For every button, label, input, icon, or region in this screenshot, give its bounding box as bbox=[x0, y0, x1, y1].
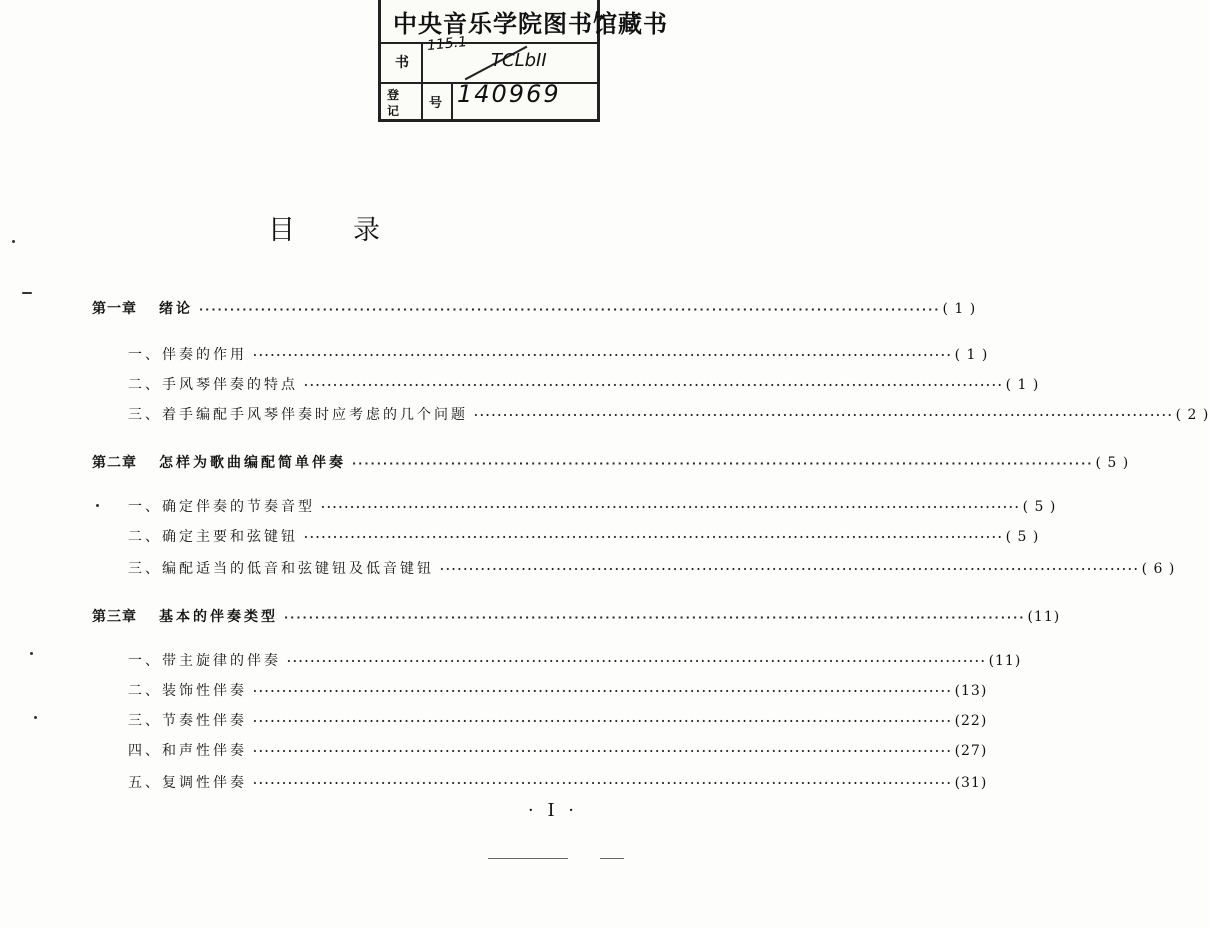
toc-leader-dots: ························································································································ bbox=[253, 745, 953, 758]
toc-entry-title: 手风琴伴奏的特点 bbox=[162, 377, 298, 393]
scan-speck bbox=[12, 240, 15, 243]
toc-leader-dots: ························································································································ bbox=[253, 685, 953, 698]
toc-entry-title: 节奏性伴奏 bbox=[162, 713, 247, 729]
toc-leader-dots: ························································································································ bbox=[253, 777, 953, 790]
toc-section-number: 三、 bbox=[128, 713, 162, 729]
stamp-label-register: 记 bbox=[387, 104, 400, 118]
toc-page-number: (27) bbox=[954, 743, 988, 759]
scan-line bbox=[488, 858, 568, 859]
toc-section-number: 二、 bbox=[128, 683, 162, 699]
toc-page-number: (11) bbox=[1027, 609, 1061, 625]
toc-page-number: (11) bbox=[988, 653, 1022, 669]
stamp-handwritten-code: TCLbII bbox=[491, 50, 547, 71]
toc-chapter-row bbox=[92, 606, 1061, 626]
toc-page-number: ( 1 ) bbox=[954, 347, 989, 363]
toc-section-row bbox=[128, 344, 989, 364]
toc-section-row bbox=[128, 740, 988, 760]
toc-page-number: (13) bbox=[954, 683, 988, 699]
toc-chapter-label: 第二章 bbox=[92, 455, 137, 471]
toc-page-number: ( 2 ) bbox=[1175, 407, 1209, 423]
toc-entry-title: 和声性伴奏 bbox=[162, 743, 247, 759]
toc-leader-dots: ························································································································ bbox=[199, 303, 941, 316]
toc-section-number: 三、 bbox=[128, 561, 162, 577]
toc-chapter-label: 第三章 bbox=[92, 609, 137, 625]
toc-leader-dots: ························································································································ bbox=[253, 715, 953, 728]
toc-section-row bbox=[128, 650, 1022, 670]
toc-section-row bbox=[128, 374, 1040, 394]
toc-section-number: 三、 bbox=[128, 407, 162, 423]
toc-section-number: 一、 bbox=[128, 347, 162, 363]
toc-entry-title: 确定伴奏的节奏音型 bbox=[162, 499, 315, 515]
stamp-handwritten-class: 115.1 bbox=[426, 33, 468, 55]
toc-leader-dots: ························································································································ bbox=[474, 409, 1174, 422]
stamp-divider bbox=[451, 82, 453, 120]
toc-section-row bbox=[128, 710, 988, 730]
toc-entry-title: 带主旋律的伴奏 bbox=[162, 653, 281, 669]
toc-section-row bbox=[128, 772, 988, 792]
toc-page-number: ( 1 ) bbox=[942, 301, 977, 317]
toc-entry-title: 确定主要和弦键钮 bbox=[162, 529, 298, 545]
stamp-divider bbox=[421, 42, 423, 120]
toc-entry-title: 装饰性伴奏 bbox=[162, 683, 247, 699]
toc-entry-title: 着手编配手风琴伴奏时应考虑的几个问题 bbox=[162, 407, 468, 423]
stamp-label-call-number: 书 bbox=[395, 55, 409, 71]
toc-section-number: 一、 bbox=[128, 499, 162, 515]
stamp-label-register: 登 bbox=[387, 88, 400, 102]
scan-speck bbox=[22, 292, 32, 294]
toc-leader-dots: ························································································································ bbox=[440, 563, 1140, 576]
toc-entry-title: 编配适当的低音和弦键钮及低音键钮 bbox=[162, 561, 434, 577]
toc-section-row bbox=[128, 404, 1209, 424]
toc-leader-dots: ························································································································ bbox=[284, 611, 1026, 624]
toc-section-number: 五、 bbox=[128, 775, 162, 791]
toc-section-number: 二、 bbox=[128, 377, 162, 393]
stamp-label-number: 号 bbox=[429, 96, 443, 111]
toc-section-number: 二、 bbox=[128, 529, 162, 545]
toc-page-number: ( 6 ) bbox=[1141, 561, 1176, 577]
toc-section-number: 四、 bbox=[128, 743, 162, 759]
toc-section-row bbox=[128, 526, 1040, 546]
toc-leader-dots: ························································································································ bbox=[321, 501, 1021, 514]
toc-leader-dots: ························································································································ bbox=[352, 457, 1094, 470]
scan-speck bbox=[96, 504, 99, 507]
toc-entry-title: 复调性伴奏 bbox=[162, 775, 247, 791]
toc-section-row bbox=[128, 558, 1176, 578]
toc-page-number: ( 5 ) bbox=[1095, 455, 1130, 471]
library-stamp bbox=[378, 0, 668, 122]
page-title: 目录 bbox=[268, 215, 438, 246]
scan-speck bbox=[34, 716, 37, 719]
toc-entry-title: 绪论 bbox=[159, 301, 193, 317]
toc-leader-dots: ························································································································ bbox=[304, 531, 1004, 544]
toc-section-number: 一、 bbox=[128, 653, 162, 669]
toc-entry-title: 伴奏的作用 bbox=[162, 347, 247, 363]
toc-chapter-row bbox=[92, 452, 1130, 472]
stamp-middle-row bbox=[381, 42, 597, 84]
toc-entry-title: 基本的伴奏类型 bbox=[159, 609, 278, 625]
toc-entry-title: 怎样为歌曲编配简单伴奏 bbox=[159, 455, 346, 471]
toc-page-number: (31) bbox=[954, 775, 988, 791]
stamp-title: 中央音乐学院图书馆藏书 bbox=[393, 9, 668, 38]
toc-page-number: (22) bbox=[954, 713, 988, 729]
toc-leader-dots: ························································································································ bbox=[287, 655, 987, 668]
toc-leader-dots: ························································································································ bbox=[304, 379, 1004, 392]
toc-page-number: ( 5 ) bbox=[1022, 499, 1057, 515]
toc-page-number: ( 5 ) bbox=[1005, 529, 1040, 545]
page-number: · I · bbox=[528, 800, 578, 821]
toc-chapter-row bbox=[92, 298, 977, 318]
stamp-handwritten-register: 140969 bbox=[457, 80, 561, 108]
scan-speck bbox=[30, 652, 33, 655]
toc-page-number: ( 1 ) bbox=[1005, 377, 1040, 393]
scan-line bbox=[600, 858, 624, 859]
toc-section-row bbox=[128, 496, 1057, 516]
toc-section-row bbox=[128, 680, 988, 700]
toc-chapter-label: 第一章 bbox=[92, 301, 137, 317]
toc-leader-dots: ························································································································ bbox=[253, 349, 953, 362]
